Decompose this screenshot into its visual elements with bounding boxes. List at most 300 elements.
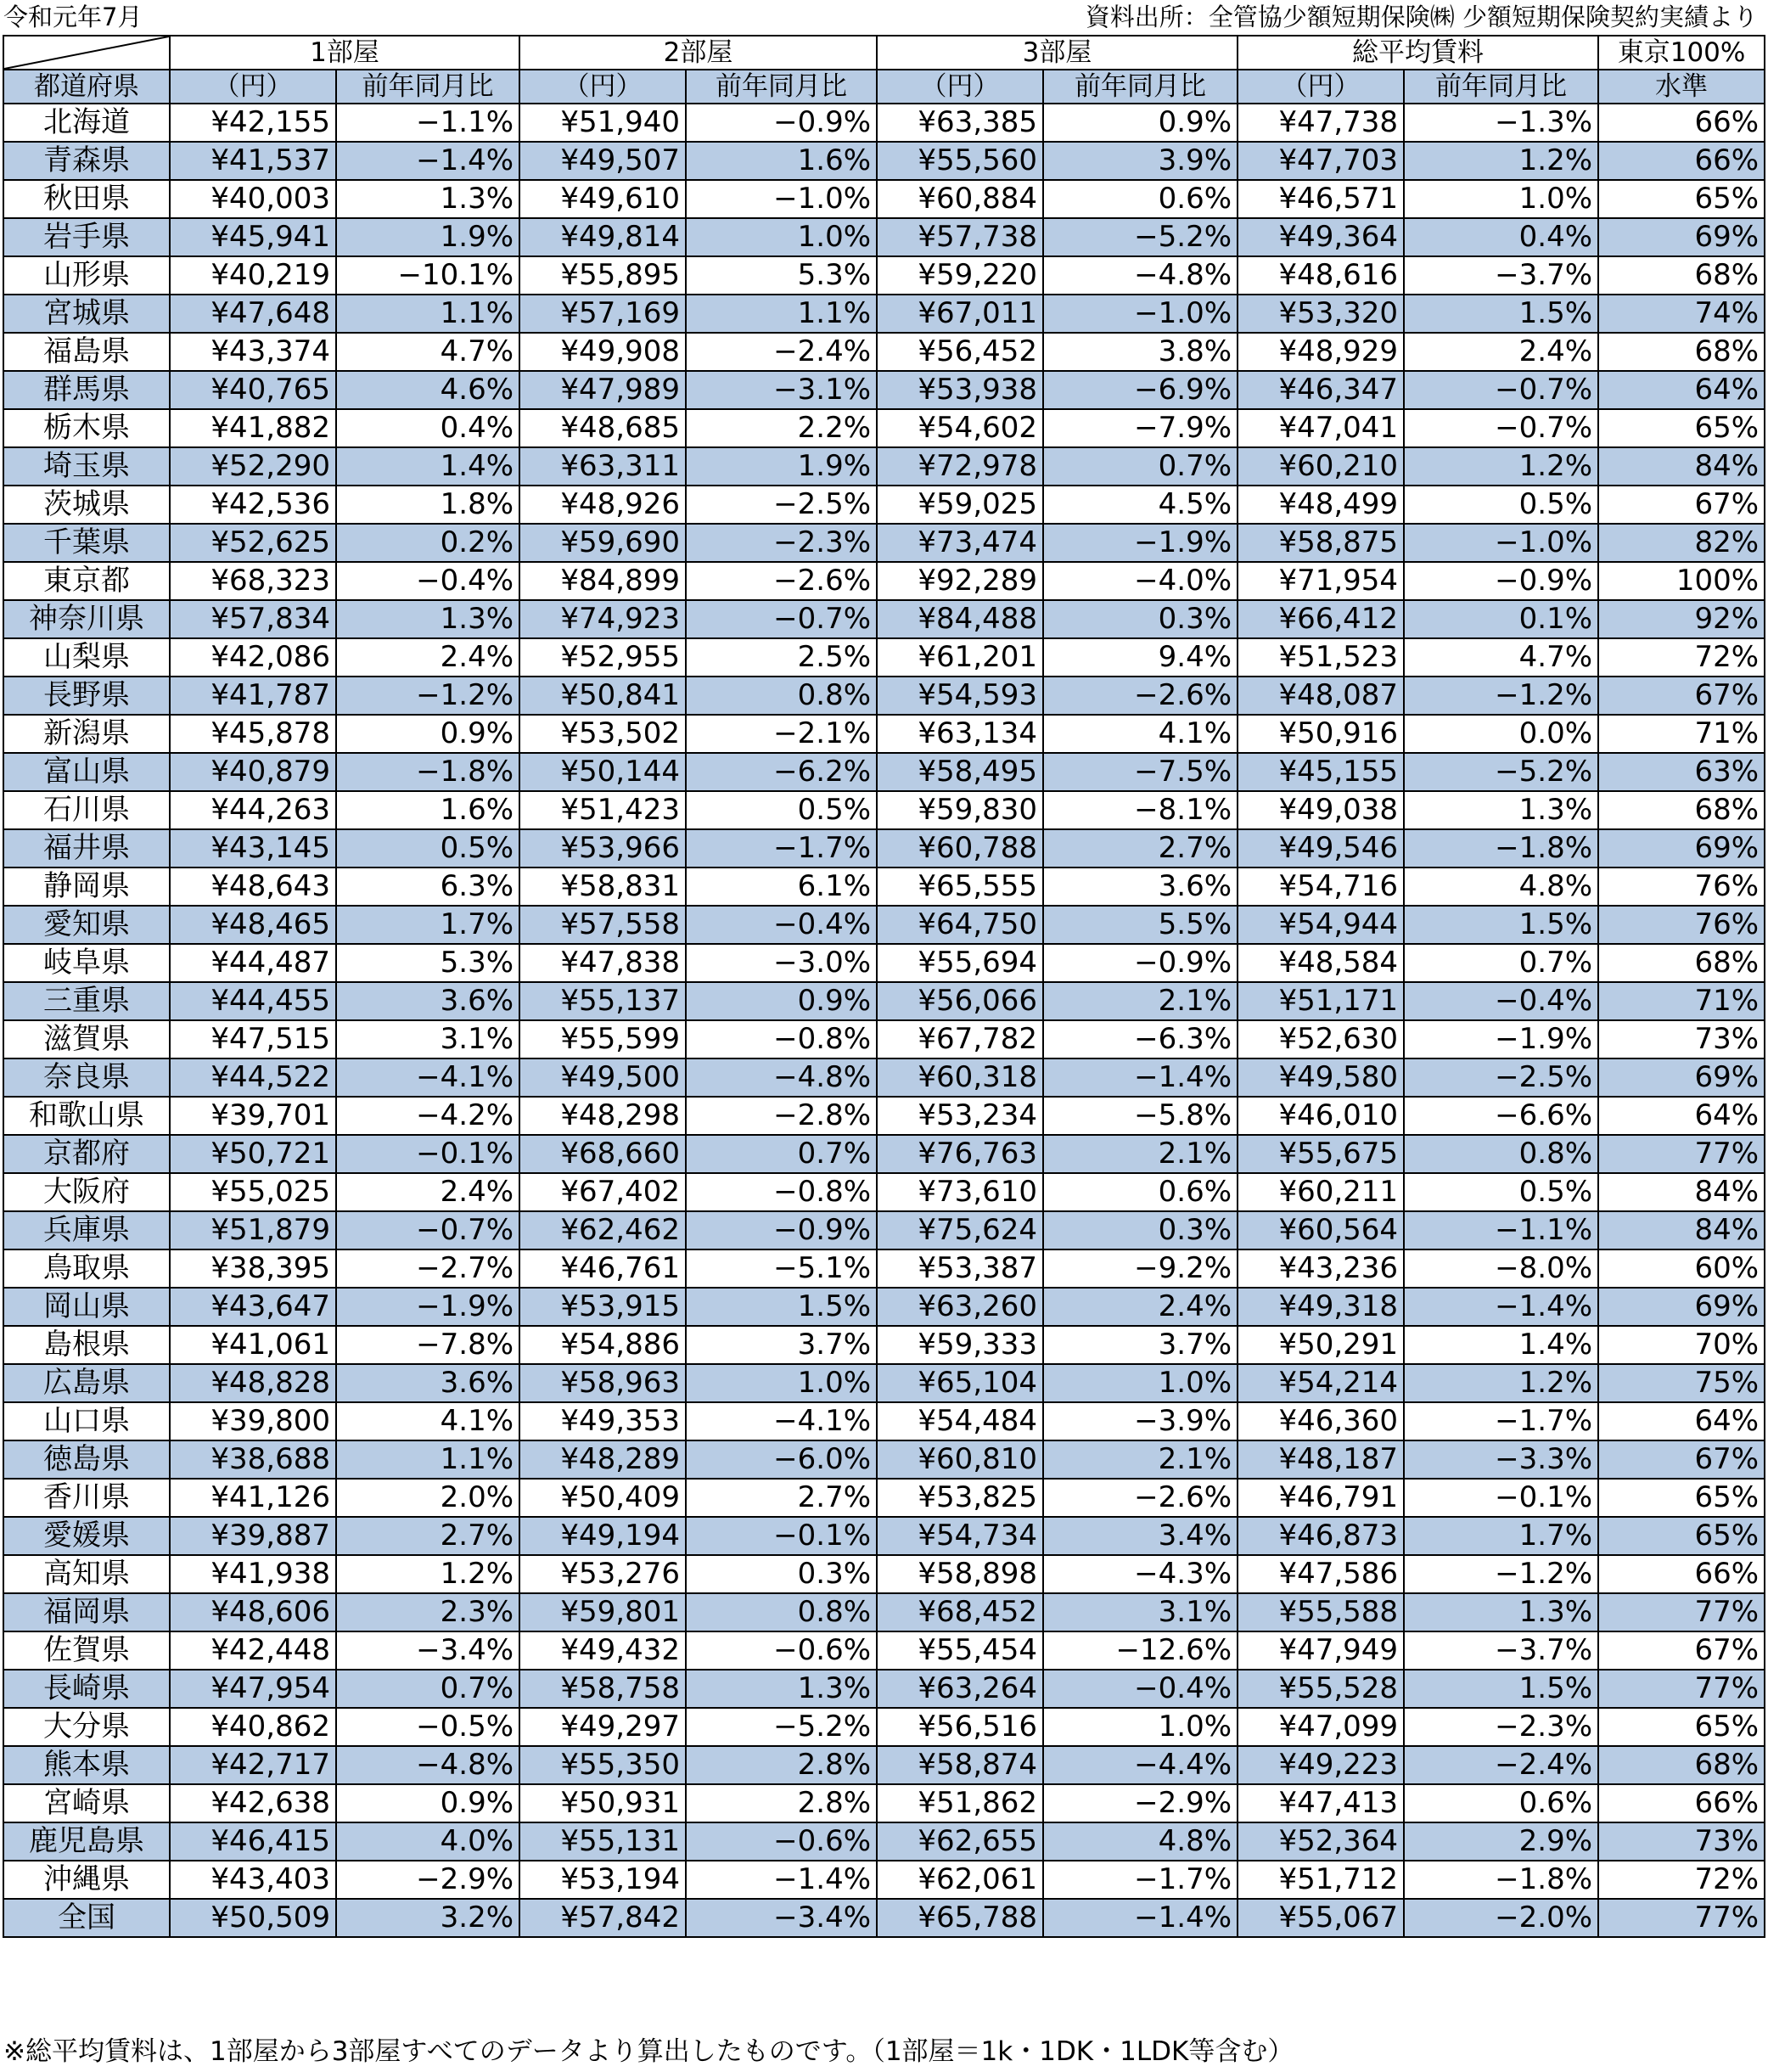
rent-2room: ¥49,814: [519, 218, 686, 256]
tokyo-level: 65%: [1598, 180, 1765, 218]
rent-2room: ¥49,353: [519, 1402, 686, 1440]
yoy-average: −1.3%: [1404, 104, 1598, 142]
yoy-2room: 0.7%: [686, 1135, 877, 1173]
rent-3room: ¥59,830: [877, 791, 1043, 829]
rent-average: ¥46,010: [1238, 1097, 1404, 1135]
rent-3room: ¥53,938: [877, 371, 1043, 409]
group-header-1room: 1部屋: [170, 36, 519, 70]
rent-3room: ¥54,593: [877, 677, 1043, 715]
rent-2room: ¥57,842: [519, 1899, 686, 1937]
rent-2room: ¥55,895: [519, 256, 686, 295]
yoy-average: −1.8%: [1404, 1861, 1598, 1899]
rent-average: ¥55,588: [1238, 1593, 1404, 1631]
yoy-average: 0.5%: [1404, 1173, 1598, 1211]
prefecture-name: 沖縄県: [3, 1861, 170, 1899]
rent-average: ¥60,210: [1238, 447, 1404, 486]
rent-average: ¥49,580: [1238, 1058, 1404, 1097]
yoy-3room: 3.8%: [1043, 333, 1238, 371]
col-header-yen-1: （円）: [170, 70, 336, 104]
rent-3room: ¥58,495: [877, 753, 1043, 791]
yoy-2room: 1.0%: [686, 218, 877, 256]
group-header-2room: 2部屋: [519, 36, 877, 70]
report-date: 令和元年7月: [3, 3, 143, 31]
rent-1room: ¥42,536: [170, 486, 336, 524]
yoy-3room: −5.2%: [1043, 218, 1238, 256]
rent-2room: ¥59,801: [519, 1593, 686, 1631]
yoy-3room: −1.4%: [1043, 1899, 1238, 1937]
rent-2room: ¥57,169: [519, 295, 686, 333]
yoy-3room: 2.7%: [1043, 829, 1238, 868]
rent-average: ¥50,291: [1238, 1326, 1404, 1364]
prefecture-name: 和歌山県: [3, 1097, 170, 1135]
table-row: [3, 1861, 1765, 1899]
yoy-1room: 0.5%: [336, 829, 519, 868]
tokyo-level: 82%: [1598, 524, 1765, 562]
yoy-average: 1.5%: [1404, 1670, 1598, 1708]
rent-3room: ¥59,333: [877, 1326, 1043, 1364]
rent-1room: ¥42,717: [170, 1746, 336, 1784]
tokyo-level: 72%: [1598, 1861, 1765, 1899]
table-row: [3, 180, 1765, 218]
prefecture-name: 群馬県: [3, 371, 170, 409]
yoy-2room: −3.1%: [686, 371, 877, 409]
yoy-1room: −0.1%: [336, 1135, 519, 1173]
rent-average: ¥54,716: [1238, 868, 1404, 906]
yoy-1room: 2.3%: [336, 1593, 519, 1631]
yoy-1room: −0.5%: [336, 1708, 519, 1746]
rent-3room: ¥62,655: [877, 1822, 1043, 1861]
yoy-1room: 1.8%: [336, 486, 519, 524]
yoy-average: −1.7%: [1404, 1402, 1598, 1440]
rent-average: ¥54,214: [1238, 1364, 1404, 1402]
rent-1room: ¥50,509: [170, 1899, 336, 1937]
rent-1room: ¥68,323: [170, 562, 336, 600]
rent-3room: ¥60,884: [877, 180, 1043, 218]
yoy-3room: −1.0%: [1043, 295, 1238, 333]
yoy-3room: 3.1%: [1043, 1593, 1238, 1631]
yoy-average: −8.0%: [1404, 1249, 1598, 1288]
prefecture-name: 鳥取県: [3, 1249, 170, 1288]
yoy-3room: −6.3%: [1043, 1020, 1238, 1058]
rent-3room: ¥53,825: [877, 1479, 1043, 1517]
tokyo-level: 67%: [1598, 677, 1765, 715]
rent-2room: ¥50,931: [519, 1784, 686, 1822]
rent-1room: ¥55,025: [170, 1173, 336, 1211]
yoy-average: 1.2%: [1404, 447, 1598, 486]
tokyo-level: 64%: [1598, 1097, 1765, 1135]
tokyo-level: 65%: [1598, 1479, 1765, 1517]
prefecture-name: 北海道: [3, 104, 170, 142]
rent-3room: ¥63,385: [877, 104, 1043, 142]
table-row: [3, 1020, 1765, 1058]
tokyo-level: 69%: [1598, 829, 1765, 868]
yoy-2room: 0.9%: [686, 982, 877, 1020]
tokyo-level: 66%: [1598, 1784, 1765, 1822]
rent-3room: ¥58,898: [877, 1555, 1043, 1593]
yoy-1room: −4.1%: [336, 1058, 519, 1097]
yoy-2room: −0.6%: [686, 1631, 877, 1670]
tokyo-level: 73%: [1598, 1020, 1765, 1058]
table-row: [3, 447, 1765, 486]
yoy-1room: 5.3%: [336, 944, 519, 982]
yoy-average: 0.6%: [1404, 1784, 1598, 1822]
yoy-2room: −6.2%: [686, 753, 877, 791]
yoy-3room: 4.8%: [1043, 1822, 1238, 1861]
rent-average: ¥47,041: [1238, 409, 1404, 447]
prefecture-name: 山口県: [3, 1402, 170, 1440]
header-row-subcolumns: [3, 70, 1765, 104]
table-row: [3, 256, 1765, 295]
yoy-3room: 4.5%: [1043, 486, 1238, 524]
prefecture-name: 愛媛県: [3, 1517, 170, 1555]
yoy-1room: −1.4%: [336, 142, 519, 180]
yoy-2room: 5.3%: [686, 256, 877, 295]
rent-average: ¥47,738: [1238, 104, 1404, 142]
yoy-average: −1.2%: [1404, 1555, 1598, 1593]
yoy-2room: 2.7%: [686, 1479, 877, 1517]
rent-average: ¥46,791: [1238, 1479, 1404, 1517]
rent-average: ¥45,155: [1238, 753, 1404, 791]
table-row: [3, 486, 1765, 524]
yoy-2room: −2.4%: [686, 333, 877, 371]
table-row: [3, 791, 1765, 829]
yoy-average: −3.7%: [1404, 1631, 1598, 1670]
yoy-2room: 1.9%: [686, 447, 877, 486]
yoy-average: 2.4%: [1404, 333, 1598, 371]
yoy-1room: −2.9%: [336, 1861, 519, 1899]
table-row: [3, 982, 1765, 1020]
yoy-3room: −4.4%: [1043, 1746, 1238, 1784]
rent-average: ¥49,318: [1238, 1288, 1404, 1326]
prefecture-name: 高知県: [3, 1555, 170, 1593]
rent-2room: ¥55,137: [519, 982, 686, 1020]
rent-1room: ¥41,882: [170, 409, 336, 447]
rent-2room: ¥67,402: [519, 1173, 686, 1211]
rent-1room: ¥52,625: [170, 524, 336, 562]
yoy-3room: −9.2%: [1043, 1249, 1238, 1288]
yoy-2room: −1.4%: [686, 1861, 877, 1899]
yoy-average: 1.5%: [1404, 295, 1598, 333]
rent-1room: ¥40,879: [170, 753, 336, 791]
rent-2room: ¥74,923: [519, 600, 686, 638]
yoy-2room: −2.6%: [686, 562, 877, 600]
rent-2room: ¥53,502: [519, 715, 686, 753]
yoy-3room: 2.1%: [1043, 1135, 1238, 1173]
prefecture-name: 愛知県: [3, 906, 170, 944]
yoy-2room: −0.9%: [686, 104, 877, 142]
yoy-1room: 4.6%: [336, 371, 519, 409]
prefecture-name: 長野県: [3, 677, 170, 715]
yoy-average: −0.4%: [1404, 982, 1598, 1020]
yoy-average: −1.1%: [1404, 1211, 1598, 1249]
rent-average: ¥49,223: [1238, 1746, 1404, 1784]
col-header-level: 水準: [1598, 70, 1765, 104]
yoy-1room: 2.7%: [336, 1517, 519, 1555]
rent-3room: ¥92,289: [877, 562, 1043, 600]
rent-1room: ¥40,219: [170, 256, 336, 295]
rent-2room: ¥50,841: [519, 677, 686, 715]
rent-3room: ¥63,264: [877, 1670, 1043, 1708]
rent-average: ¥46,347: [1238, 371, 1404, 409]
yoy-1room: 2.0%: [336, 1479, 519, 1517]
footnote: ※総平均賃料は、1部屋から3部屋すべてのデータより算出したものです。（1部屋＝1k・1DK・1LDK等含む）: [3, 2036, 1294, 2067]
yoy-average: −6.6%: [1404, 1097, 1598, 1135]
yoy-average: −0.7%: [1404, 371, 1598, 409]
yoy-3room: −7.9%: [1043, 409, 1238, 447]
rent-1room: ¥46,415: [170, 1822, 336, 1861]
rent-average: ¥49,364: [1238, 218, 1404, 256]
rent-3room: ¥55,454: [877, 1631, 1043, 1670]
table-row: [3, 600, 1765, 638]
yoy-average: 1.2%: [1404, 142, 1598, 180]
tokyo-level: 70%: [1598, 1326, 1765, 1364]
prefecture-name: 静岡県: [3, 868, 170, 906]
rent-1room: ¥50,721: [170, 1135, 336, 1173]
rent-1room: ¥43,145: [170, 829, 336, 868]
yoy-1room: 6.3%: [336, 868, 519, 906]
rent-2room: ¥51,423: [519, 791, 686, 829]
prefecture-name: 岩手県: [3, 218, 170, 256]
yoy-2room: −5.2%: [686, 1708, 877, 1746]
rent-1room: ¥41,061: [170, 1326, 336, 1364]
yoy-1room: 0.4%: [336, 409, 519, 447]
rent-average: ¥55,067: [1238, 1899, 1404, 1937]
rent-average: ¥46,571: [1238, 180, 1404, 218]
yoy-2room: −0.7%: [686, 600, 877, 638]
yoy-average: −1.9%: [1404, 1020, 1598, 1058]
table-row: [3, 715, 1765, 753]
yoy-1room: 1.1%: [336, 295, 519, 333]
rent-average: ¥52,364: [1238, 1822, 1404, 1861]
yoy-3room: 5.5%: [1043, 906, 1238, 944]
rent-average: ¥66,412: [1238, 600, 1404, 638]
tokyo-level: 76%: [1598, 906, 1765, 944]
col-header-yoy-3: 前年同月比: [1043, 70, 1238, 104]
yoy-3room: 0.3%: [1043, 1211, 1238, 1249]
yoy-1room: 0.9%: [336, 1784, 519, 1822]
yoy-3room: 1.0%: [1043, 1364, 1238, 1402]
yoy-average: 0.5%: [1404, 486, 1598, 524]
table-row: [3, 1822, 1765, 1861]
prefecture-name: 広島県: [3, 1364, 170, 1402]
yoy-1room: 4.0%: [336, 1822, 519, 1861]
rent-2room: ¥52,955: [519, 638, 686, 677]
yoy-3room: −1.9%: [1043, 524, 1238, 562]
rent-1room: ¥48,643: [170, 868, 336, 906]
table-row: [3, 104, 1765, 142]
table-row: [3, 1402, 1765, 1440]
yoy-1room: 0.2%: [336, 524, 519, 562]
table-row: [3, 677, 1765, 715]
yoy-2room: −0.8%: [686, 1173, 877, 1211]
rent-average: ¥51,171: [1238, 982, 1404, 1020]
tokyo-level: 66%: [1598, 142, 1765, 180]
yoy-3room: −3.9%: [1043, 1402, 1238, 1440]
rent-average: ¥47,413: [1238, 1784, 1404, 1822]
yoy-1room: −1.8%: [336, 753, 519, 791]
yoy-1room: 1.1%: [336, 1440, 519, 1479]
rent-2room: ¥57,558: [519, 906, 686, 944]
rent-2room: ¥49,908: [519, 333, 686, 371]
rent-3room: ¥55,560: [877, 142, 1043, 180]
rent-3room: ¥56,452: [877, 333, 1043, 371]
rent-average: ¥46,360: [1238, 1402, 1404, 1440]
prefecture-name: 神奈川県: [3, 600, 170, 638]
table-row: [3, 142, 1765, 180]
yoy-average: −1.8%: [1404, 829, 1598, 868]
yoy-3room: −2.6%: [1043, 677, 1238, 715]
yoy-2room: −2.3%: [686, 524, 877, 562]
tokyo-level: 68%: [1598, 944, 1765, 982]
tokyo-level: 66%: [1598, 104, 1765, 142]
yoy-3room: 0.6%: [1043, 180, 1238, 218]
table-row: [3, 1288, 1765, 1326]
rent-2room: ¥48,289: [519, 1440, 686, 1479]
tokyo-level: 67%: [1598, 1440, 1765, 1479]
yoy-3room: −8.1%: [1043, 791, 1238, 829]
yoy-1room: 4.7%: [336, 333, 519, 371]
prefecture-name: 青森県: [3, 142, 170, 180]
rent-3room: ¥76,763: [877, 1135, 1043, 1173]
yoy-2room: 1.6%: [686, 142, 877, 180]
prefecture-name: 兵庫県: [3, 1211, 170, 1249]
rent-1room: ¥48,828: [170, 1364, 336, 1402]
yoy-3room: 4.1%: [1043, 715, 1238, 753]
rent-1room: ¥48,606: [170, 1593, 336, 1631]
rent-average: ¥48,929: [1238, 333, 1404, 371]
rent-3room: ¥62,061: [877, 1861, 1043, 1899]
rent-2room: ¥53,966: [519, 829, 686, 868]
yoy-1room: −0.4%: [336, 562, 519, 600]
rent-1room: ¥41,938: [170, 1555, 336, 1593]
prefecture-name: 福島県: [3, 333, 170, 371]
rent-1room: ¥42,086: [170, 638, 336, 677]
rent-1room: ¥38,688: [170, 1440, 336, 1479]
tokyo-level: 65%: [1598, 1517, 1765, 1555]
tokyo-level: 66%: [1598, 1555, 1765, 1593]
rent-average: ¥49,546: [1238, 829, 1404, 868]
rent-average: ¥55,675: [1238, 1135, 1404, 1173]
corner-cell: [3, 36, 170, 70]
yoy-1room: −7.8%: [336, 1326, 519, 1364]
yoy-average: 1.5%: [1404, 906, 1598, 944]
yoy-2room: −2.1%: [686, 715, 877, 753]
yoy-2room: 0.5%: [686, 791, 877, 829]
yoy-3room: 9.4%: [1043, 638, 1238, 677]
rent-3room: ¥63,260: [877, 1288, 1043, 1326]
rent-3room: ¥65,555: [877, 868, 1043, 906]
yoy-2room: −2.5%: [686, 486, 877, 524]
rent-average: ¥54,944: [1238, 906, 1404, 944]
table-row: [3, 944, 1765, 982]
rent-average: ¥55,528: [1238, 1670, 1404, 1708]
rent-2room: ¥58,963: [519, 1364, 686, 1402]
yoy-2room: −0.6%: [686, 1822, 877, 1861]
rent-2room: ¥50,409: [519, 1479, 686, 1517]
tokyo-level: 73%: [1598, 1822, 1765, 1861]
rent-2room: ¥53,915: [519, 1288, 686, 1326]
yoy-2room: −1.0%: [686, 180, 877, 218]
rent-2room: ¥54,886: [519, 1326, 686, 1364]
yoy-3room: −0.4%: [1043, 1670, 1238, 1708]
yoy-3room: −1.7%: [1043, 1861, 1238, 1899]
rent-1room: ¥41,787: [170, 677, 336, 715]
table-row: [3, 1211, 1765, 1249]
tokyo-level: 64%: [1598, 1402, 1765, 1440]
rent-3room: ¥53,387: [877, 1249, 1043, 1288]
yoy-2room: 1.1%: [686, 295, 877, 333]
yoy-average: 0.7%: [1404, 944, 1598, 982]
prefecture-name: 山形県: [3, 256, 170, 295]
table-row: [3, 829, 1765, 868]
prefecture-name: 熊本県: [3, 1746, 170, 1784]
prefecture-name: 大阪府: [3, 1173, 170, 1211]
rent-1room: ¥42,155: [170, 104, 336, 142]
yoy-3room: −0.9%: [1043, 944, 1238, 982]
tokyo-level: 68%: [1598, 256, 1765, 295]
prefecture-name: 福井県: [3, 829, 170, 868]
yoy-3room: −1.4%: [1043, 1058, 1238, 1097]
yoy-3room: −4.0%: [1043, 562, 1238, 600]
rent-average: ¥46,873: [1238, 1517, 1404, 1555]
tokyo-level: 67%: [1598, 486, 1765, 524]
yoy-1room: 4.1%: [336, 1402, 519, 1440]
rent-1room: ¥51,879: [170, 1211, 336, 1249]
tokyo-level: 68%: [1598, 791, 1765, 829]
table-row: [3, 333, 1765, 371]
yoy-1room: 1.6%: [336, 791, 519, 829]
rent-average: ¥48,499: [1238, 486, 1404, 524]
yoy-2room: −0.8%: [686, 1020, 877, 1058]
rent-2room: ¥63,311: [519, 447, 686, 486]
tokyo-level: 69%: [1598, 1058, 1765, 1097]
rent-3room: ¥73,610: [877, 1173, 1043, 1211]
yoy-1room: −10.1%: [336, 256, 519, 295]
tokyo-level: 84%: [1598, 447, 1765, 486]
yoy-3room: −2.6%: [1043, 1479, 1238, 1517]
tokyo-level: 74%: [1598, 295, 1765, 333]
rent-2room: ¥58,758: [519, 1670, 686, 1708]
yoy-2room: −0.1%: [686, 1517, 877, 1555]
rent-1room: ¥52,290: [170, 447, 336, 486]
table-row: [3, 1249, 1765, 1288]
prefecture-name: 宮崎県: [3, 1784, 170, 1822]
rent-1room: ¥57,834: [170, 600, 336, 638]
yoy-1room: −3.4%: [336, 1631, 519, 1670]
rent-2room: ¥53,194: [519, 1861, 686, 1899]
rent-3room: ¥84,488: [877, 600, 1043, 638]
rent-3room: ¥63,134: [877, 715, 1043, 753]
table-row: [3, 295, 1765, 333]
prefecture-name: 宮城県: [3, 295, 170, 333]
rent-1room: ¥45,878: [170, 715, 336, 753]
rent-3room: ¥55,694: [877, 944, 1043, 982]
rent-3room: ¥68,452: [877, 1593, 1043, 1631]
rent-1room: ¥42,638: [170, 1784, 336, 1822]
rent-1room: ¥41,537: [170, 142, 336, 180]
rent-2room: ¥49,297: [519, 1708, 686, 1746]
rent-1room: ¥44,263: [170, 791, 336, 829]
rent-3room: ¥72,978: [877, 447, 1043, 486]
rent-3room: ¥58,874: [877, 1746, 1043, 1784]
yoy-1room: 1.3%: [336, 600, 519, 638]
yoy-1room: −1.2%: [336, 677, 519, 715]
table-row: [3, 753, 1765, 791]
yoy-1room: 1.2%: [336, 1555, 519, 1593]
yoy-1room: 1.9%: [336, 218, 519, 256]
yoy-1room: −4.8%: [336, 1746, 519, 1784]
prefecture-name: 徳島県: [3, 1440, 170, 1479]
